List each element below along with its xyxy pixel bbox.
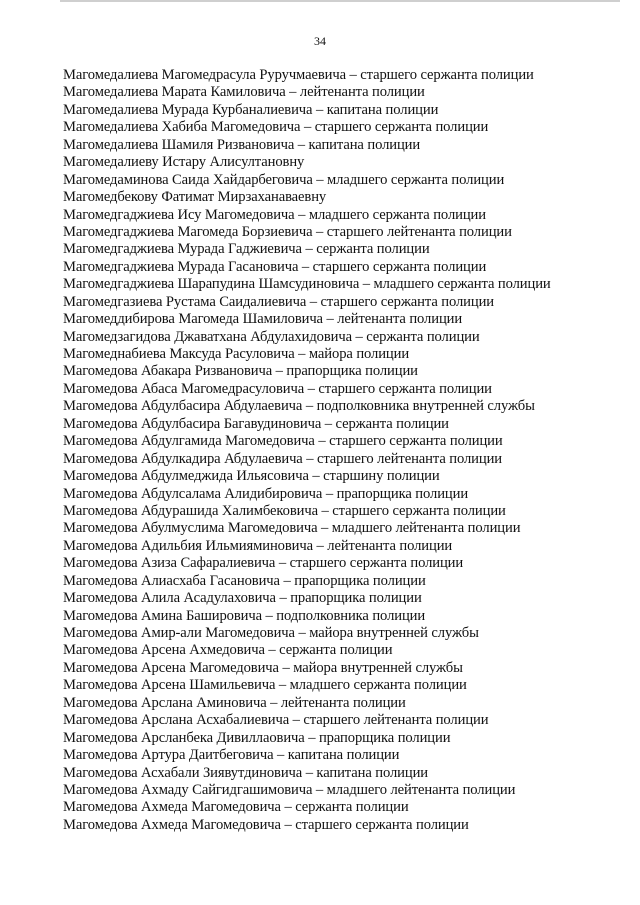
- list-item: Магомедова Абдулкадира Абдулаевича – старшего лейтенанта полиции: [63, 450, 503, 467]
- list-item: Магомедбекову Фатимат Мирзаханаваевну: [63, 189, 327, 206]
- list-item: Магомедова Абдулбасира Багавудиновича – сержанта полиции: [63, 415, 449, 432]
- list-item: Магомедова Асхабали Зиявутдиновича – капитана полиции: [63, 764, 429, 781]
- list-item: Магомедова Абдулгамида Магомедовича – старшего сержанта полиции: [63, 433, 503, 450]
- list-item: Магомедгаджиева Мурада Гаджиевича – сержанта полиции: [63, 241, 430, 258]
- list-item: Магомедгаджиева Мурада Гасановича – старшего сержанта полиции: [63, 258, 487, 275]
- scan-edge: [60, 0, 620, 2]
- list-item: Магомедалиева Шамиля Ризвановича – капитана полиции: [63, 136, 421, 153]
- list-item: Магомедова Алиасхаба Гасановича – прапорщика полиции: [63, 572, 426, 589]
- list-item: Магомедова Абдулбасира Абдулаевича – подполковника внутренней службы: [63, 398, 535, 415]
- list-item: Магомедова Амина Башировича – подполковника полиции: [63, 607, 426, 624]
- list-item: Магомедова Абдулсалама Алидибировича – прапорщика полиции: [63, 485, 469, 502]
- list-item: Магомедова Ахмеда Магомедовича – сержанта полиции: [63, 799, 409, 816]
- list-item: Магомедгазиева Рустама Саидалиевича – старшего сержанта полиции: [63, 293, 495, 310]
- list-item: Магомедалиеву Истару Алисултановну: [63, 154, 305, 171]
- list-item: Магомедова Арслана Аминовича – лейтенанта полиции: [63, 694, 406, 711]
- list-item: Магомедова Абаса Магомедрасуловича – старшего сержанта полиции: [63, 380, 492, 397]
- list-item: Магомедова Амир-али Магомедовича – майора внутренней службы: [63, 625, 479, 641]
- list-item: Магомедова Абдурашида Халимбековича – старшего сержанта полиции: [63, 502, 506, 519]
- list-item: Магомедова Абакара Ризвановича – прапорщика полиции: [63, 363, 418, 380]
- list-item: Магомедова Ахмеда Магомедовича – старшего сержанта полиции: [63, 816, 469, 833]
- list-item: Магомедалиева Магомедрасула Руручмаевича – старшего сержанта полиции: [63, 67, 534, 83]
- page-number: 34: [314, 34, 326, 48]
- list-item: Магомедалиева Хабиба Магомедовича – старшего сержанта полиции: [63, 119, 489, 136]
- list-item: Магомедова Адильбия Ильмияминовича – лейтенанта полиции: [63, 537, 453, 554]
- list-item: Магомеднабиева Максуда Расуловича – майора полиции: [63, 346, 410, 362]
- list-item: Магомедалиева Марата Камиловича – лейтенанта полиции: [63, 84, 425, 101]
- list-item: Магомедгаджиева Шарапудина Шамсудиновича – младшего сержанта полиции: [63, 276, 551, 293]
- list-item: Магомедгаджиева Магомеда Борзиевича – старшего лейтенанта полиции: [63, 223, 512, 240]
- list-item: Магомедова Абулмуслима Магомедовича – младшего лейтенанта полиции: [63, 520, 521, 537]
- list-item: Магомедаминова Саида Хайдарбеговича – младшего сержанта полиции: [63, 171, 505, 188]
- list-item: Магомедалиева Мурада Курбаналиевича – капитана полиции: [63, 101, 439, 118]
- list-item: Магомеддибирова Магомеда Шамиловича – лейтенанта полиции: [63, 311, 463, 328]
- list-item: Магомедова Арсена Магомедовича – майора внутренней службы: [63, 659, 463, 676]
- list-item: Магомедова Арсена Ахмедовича – сержанта полиции: [63, 642, 393, 659]
- list-item: Магомедгаджиева Ису Магомедовича – младшего сержанта полиции: [63, 206, 486, 223]
- list-item: Магомедова Арсланбека Дивиллаовича – прапорщика полиции: [63, 729, 451, 746]
- list-item: Магомедова Абдулмеджида Ильясовича – старшину полиции: [63, 468, 440, 485]
- list-item: Магомедова Артура Даитбеговича – капитана полиции: [63, 747, 400, 764]
- entry-list: [63, 67, 635, 834]
- list-item: Магомедзагидова Джаватхана Абдулахидовича – сержанта полиции: [63, 328, 480, 345]
- list-item: Магомедова Алила Асадулаховича – прапорщика полиции: [63, 590, 422, 607]
- list-item: Магомедова Арслана Асхабалиевича – старшего лейтенанта полиции: [63, 712, 489, 729]
- list-item: Магомедова Арсена Шамильевича – младшего сержанта полиции: [63, 677, 467, 694]
- list-item: Магомедова Ахмаду Сайгидгашимовича – младшего лейтенанта полиции: [63, 781, 516, 798]
- list-item: Магомедова Азиза Сафаралиевича – старшего сержанта полиции: [63, 555, 464, 572]
